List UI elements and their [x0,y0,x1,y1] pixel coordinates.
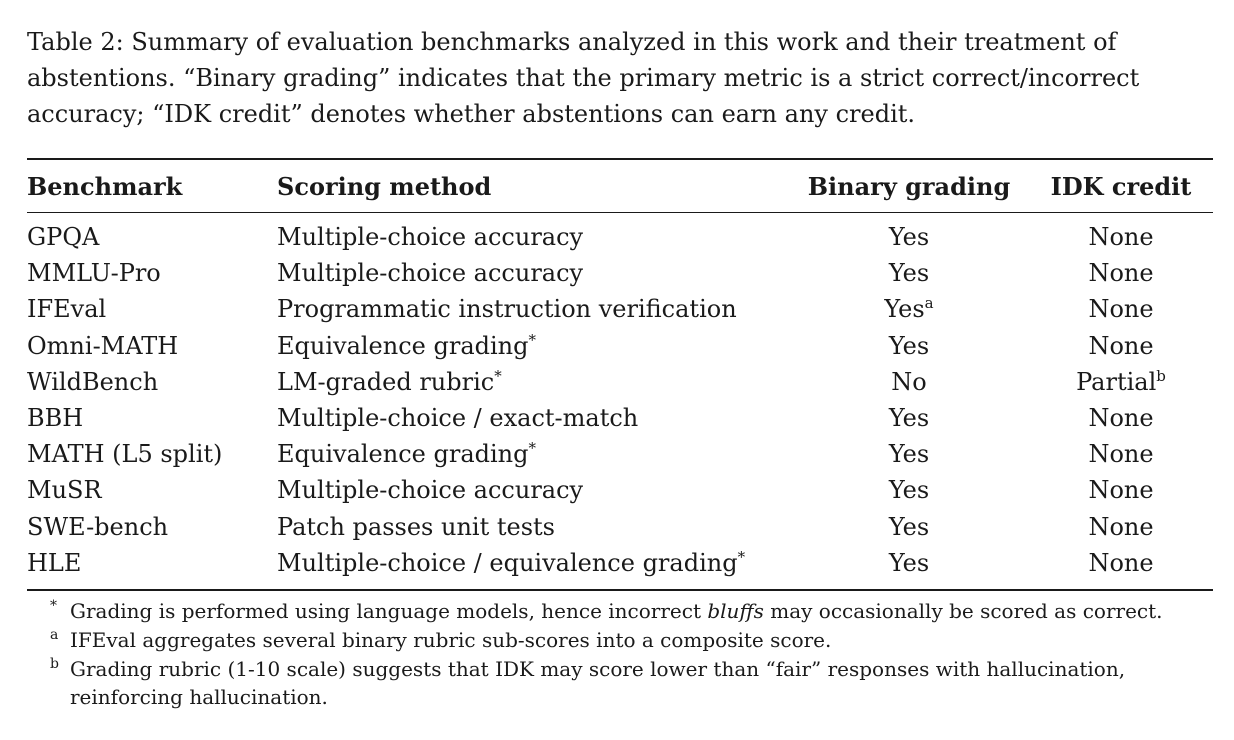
footnote-mark: b [50,656,59,672]
cell-benchmark [27,291,277,327]
cell-binary-grading-text: Yes [888,331,930,360]
table-row [27,291,1213,327]
cell-benchmark [27,472,277,508]
cell-benchmark [27,509,277,545]
cell-scoring-method [277,364,789,400]
footnote-b [50,655,1215,711]
footnote-reference: a [924,294,934,313]
cell-binary-grading-text: No [891,367,927,396]
cell-binary-grading [789,509,1029,545]
cell-binary-grading [789,328,1029,364]
cell-benchmark [27,364,277,400]
cell-benchmark-text: IFEval [27,295,107,324]
cell-scoring-method [277,509,789,545]
cell-idk-credit-text: None [1088,404,1154,433]
cell-binary-grading-text: Yes [888,223,930,252]
cell-scoring-method [277,213,789,256]
cell-idk-credit-text: None [1088,512,1154,541]
cell-binary-grading-text: Yes [888,476,930,505]
cell-binary-grading [789,400,1029,436]
caption-text: Summary of evaluation benchmarks analyzed in this work and their treatment of abstentions. “Binary grading” indicates that the primary metric is a strict correct/incorrect accuracy; “IDK credit” denotes whether abstentions can earn any credit. [27,28,1140,128]
footnote-reference: * [737,547,746,566]
cell-benchmark-text: WildBench [27,367,159,396]
caption-label: Table 2: [27,28,124,56]
footnote-mark: a [50,627,59,643]
cell-benchmark-text: Omni-MATH [27,331,179,360]
table-header-row [27,159,1213,213]
cell-idk-credit [1029,472,1213,508]
cell-binary-grading [789,436,1029,472]
table-row [27,472,1213,508]
footnote-reference: * [528,330,536,349]
header-binary-grading: Binary grading [807,171,1011,201]
footnote-asterisk [50,597,1215,625]
cell-benchmark [27,213,277,256]
cell-scoring-method-text: LM-graded rubric [277,367,495,396]
cell-scoring-method-text: Multiple-choice accuracy [277,223,584,252]
cell-idk-credit-text: None [1088,259,1154,288]
cell-idk-credit-text: None [1088,295,1154,324]
footnote-text-end: may occasionally be scored as correct. [763,599,1163,623]
cell-binary-grading [789,472,1029,508]
table-row [27,509,1213,545]
cell-scoring-method-text: Patch passes unit tests [277,512,555,541]
cell-scoring-method-text: Multiple-choice / equivalence grading [277,548,738,577]
cell-benchmark-text: GPQA [27,223,100,252]
table-caption [27,24,1213,132]
cell-idk-credit-text: Partial [1076,367,1157,396]
footnote-reference: * [528,439,536,458]
cell-idk-credit-text: None [1088,331,1154,360]
cell-idk-credit [1029,509,1213,545]
footnote-text: IFEval aggregates several binary rubric sub-scores into a composite score. [70,628,832,652]
footnote-mark: * [50,598,57,614]
cell-benchmark-text: SWE-bench [27,512,169,541]
table-row [27,328,1213,364]
cell-scoring-method-text: Multiple-choice accuracy [277,259,584,288]
cell-scoring-method [277,545,789,590]
cell-binary-grading-text: Yes [888,259,930,288]
cell-benchmark [27,328,277,364]
cell-binary-grading [789,364,1029,400]
footnote-reference: b [1156,366,1166,385]
cell-benchmark-text: MATH (L5 split) [27,440,223,469]
cell-binary-grading [789,213,1029,256]
cell-scoring-method [277,328,789,364]
cell-binary-grading-text: Yes [884,295,925,324]
header-idk-credit: IDK credit [1050,171,1192,201]
header-benchmark: Benchmark [27,171,183,201]
footnote-text: Grading rubric (1-10 scale) suggests that IDK may score lower than “fair” responses with hallucination, reinforcing hallucination. [70,657,1126,709]
footnotes [50,597,1215,712]
cell-idk-credit-text: None [1088,223,1154,252]
cell-scoring-method [277,472,789,508]
table-row [27,213,1213,256]
cell-idk-credit-text: None [1088,476,1154,505]
cell-binary-grading-text: Yes [888,440,930,469]
cell-binary-grading-text: Yes [888,404,930,433]
cell-idk-credit [1029,255,1213,291]
cell-benchmark-text: BBH [27,404,84,433]
cell-scoring-method-text: Equivalence grading [277,440,529,469]
cell-binary-grading-text: Yes [888,512,930,541]
cell-benchmark-text: MMLU-Pro [27,259,161,288]
cell-benchmark-text: HLE [27,548,82,577]
cell-idk-credit-text: None [1088,440,1154,469]
cell-benchmark [27,400,277,436]
cell-scoring-method [277,291,789,327]
footnote-text: Grading is performed using language models, hence incorrect [70,599,708,623]
cell-binary-grading [789,291,1029,327]
cell-scoring-method-text: Multiple-choice / exact-match [277,404,639,433]
header-scoring-method: Scoring method [277,171,492,201]
cell-scoring-method [277,436,789,472]
table-row [27,436,1213,472]
cell-idk-credit [1029,400,1213,436]
table-row [27,545,1213,590]
cell-idk-credit [1029,291,1213,327]
cell-scoring-method [277,255,789,291]
cell-idk-credit-text: None [1088,548,1154,577]
cell-idk-credit [1029,328,1213,364]
cell-idk-credit [1029,364,1213,400]
footnote-reference: * [494,366,502,385]
cell-idk-credit [1029,436,1213,472]
cell-benchmark-text: MuSR [27,476,102,505]
footnote-a [50,626,1215,654]
cell-benchmark [27,436,277,472]
cell-idk-credit [1029,213,1213,256]
cell-idk-credit [1029,545,1213,590]
footnote-emphasis: bluffs [707,599,764,623]
cell-binary-grading [789,255,1029,291]
cell-binary-grading-text: Yes [888,548,930,577]
cell-benchmark [27,255,277,291]
table-row [27,364,1213,400]
cell-binary-grading [789,545,1029,590]
cell-scoring-method-text: Programmatic instruction verification [277,295,737,324]
benchmark-table [27,158,1213,591]
table-row [27,255,1213,291]
cell-scoring-method-text: Multiple-choice accuracy [277,476,584,505]
cell-scoring-method [277,400,789,436]
cell-scoring-method-text: Equivalence grading [277,331,529,360]
cell-benchmark [27,545,277,590]
table-row [27,400,1213,436]
